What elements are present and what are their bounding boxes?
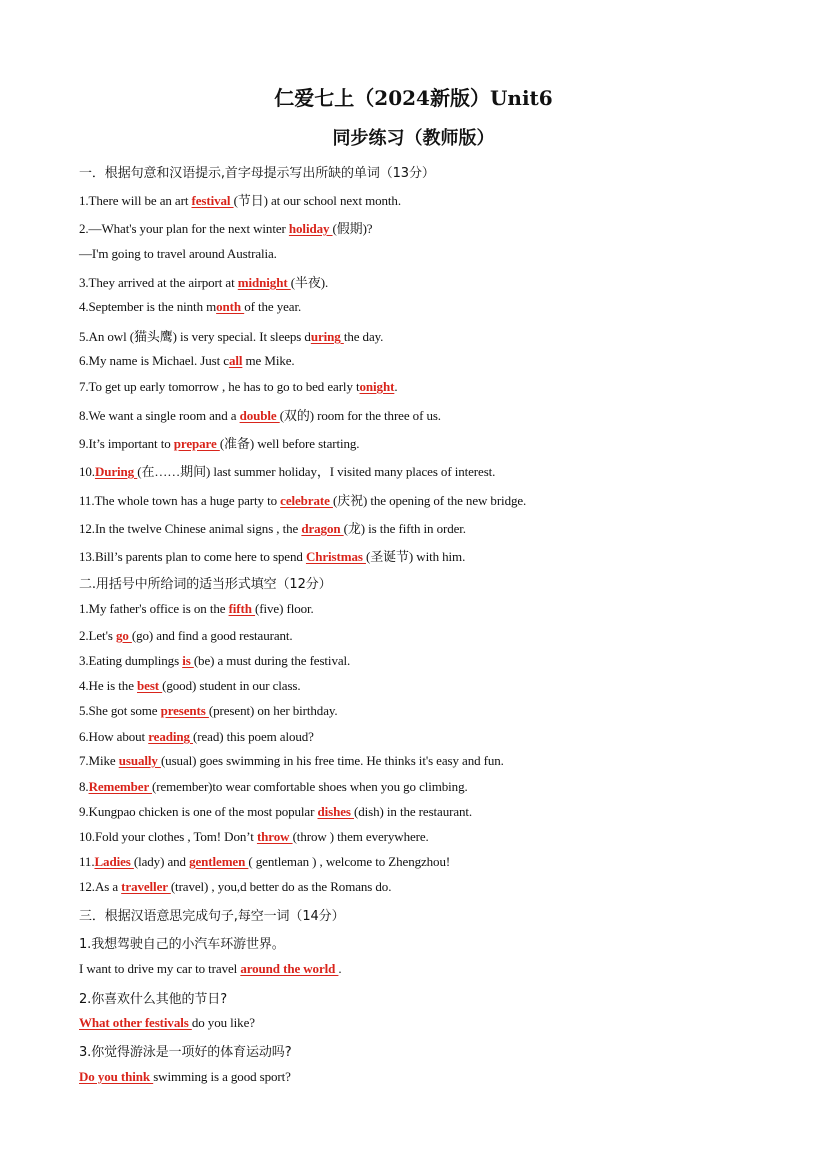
item-text: 7.To get up early tomorrow , he has to go to bed early t [79,379,360,394]
exercise-item [79,218,372,237]
answer-blank: Ladies [94,854,134,869]
item-text: 8.We want a single room and a [79,408,240,423]
page-title: 仁爱七上（2024新版）Unit6 [274,86,553,110]
item-text: 6.My name is Michael. Just c [79,353,229,368]
item-text: 4.September is the ninth m [79,299,217,314]
exercise-item [79,433,359,452]
exercise-item [79,703,338,719]
answer-blank: What other festivals [79,1015,192,1030]
item-text: (dish) in the restaurant. [354,804,473,819]
exercise-item [79,353,295,369]
item-text: 6.How about [79,729,149,744]
chinese-prompt [79,1041,292,1060]
exercise-item [79,246,277,262]
section-heading-text: 一．根据句意和汉语提示,首字母提示写出所缺的单词（13分） [79,166,435,181]
item-text: 9.Kungpao chicken is one of the most popular [79,804,318,819]
exercise-item [79,779,468,795]
item-text: (remember)to wear comfortable shoes when you go climbing. [152,779,468,794]
item-text: 5.An owl (猫头鹰) is very special. It sleeps d [79,329,311,344]
exercise-item [79,405,441,424]
exercise-item [79,490,526,509]
item-text: . [394,379,398,394]
exercise-item [79,326,383,345]
answer-blank: go [115,628,132,643]
exercise-item [79,379,397,395]
item-text: (usual) goes swimming in his free time. He thinks it's easy and fun. [160,753,504,768]
item-text: (半夜). [290,275,329,290]
exercise-item [79,753,504,769]
item-text: of the year. [244,299,302,314]
item-text: 2.—What's your plan for the next winter [79,221,289,236]
answer-blank: Remember [88,779,153,794]
item-text: —I'm going to travel around Australia. [79,246,277,261]
answer-blank: presents [160,703,209,718]
item-text: (双的) room for the three of us. [279,408,441,423]
item-text: . [338,961,342,976]
exercise-item [79,601,314,617]
answer-blank: dragon [301,521,344,536]
answer-blank: dishes [317,804,354,819]
item-text: do you like? [191,1015,255,1030]
answer-blank: During [94,464,138,479]
exercise-item [79,854,450,870]
item-text: (read) this poem aloud? [193,729,314,744]
answer-blank: fifth [228,601,256,616]
exercise-item [79,190,401,209]
item-text: (present) on her birthday. [208,703,338,718]
exercise-item [79,729,314,745]
exercise-item [79,829,429,845]
item-text: 5.She got some [79,703,161,718]
exercise-item [79,961,342,977]
answer-blank: Do you think [79,1069,154,1084]
answer-blank: onth [216,299,245,314]
answer-blank: reading [148,729,194,744]
answer-blank: prepare [173,436,220,451]
exercise-item [79,518,466,537]
answer-blank: around the world [240,961,339,976]
item-text: I want to drive my car to travel [79,961,241,976]
answer-blank: all [228,353,243,368]
answer-blank: holiday [288,221,333,236]
item-text: (five) floor. [255,601,314,616]
item-text: me Mike. [242,353,295,368]
item-text: 4.He is the [79,678,138,693]
chinese-prompt [79,933,285,952]
answer-blank: throw [256,829,293,844]
answer-blank: midnight [237,275,291,290]
item-text: (圣诞节) with him. [365,549,466,564]
item-text: 10. [79,464,95,479]
exercise-item [79,678,301,694]
answer-blank: usually [118,753,161,768]
answer-blank: onight [359,379,395,394]
item-text: 11.The whole town has a huge party to [79,493,281,508]
item-text: 12.In the twelve Chinese animal signs , the [79,521,302,536]
item-text: (throw ) them everywhere. [292,829,429,844]
answer-blank: double [239,408,280,423]
chinese-prompt-text: 2.你喜欢什么其他的节日? [79,992,228,1007]
item-text: (准备) well before starting. [219,436,360,451]
page-subtitle: 同步练习（教师版） [332,128,495,149]
item-text: swimming is a good sport? [153,1069,291,1084]
item-text: the day. [343,329,384,344]
answer-blank: is [182,653,194,668]
answer-blank: festival [191,193,234,208]
exercise-item [79,1069,291,1085]
item-text: (在……期间) last summer holiday，I visited many places of interest. [137,464,496,479]
section-heading-text: 二.用括号中所给词的适当形式填空（12分） [79,577,332,592]
item-text: (go) and find a good restaurant. [131,628,293,643]
item-text: 3.Eating dumplings [79,653,183,668]
exercise-item [79,461,495,480]
exercise-item [79,804,472,820]
section-heading-text: 三．根据汉语意思完成句子,每空一词（14分） [79,909,345,924]
item-text: (节日) at our school next month. [233,193,401,208]
answer-blank: uring [310,329,344,344]
item-text: 9.It’s important to [79,436,174,451]
answer-blank: traveller [121,879,171,894]
section-heading [79,905,344,924]
item-text: 3.They arrived at the airport at [79,275,238,290]
item-text: 11. [79,854,95,869]
item-text: 1.My father's office is on the [79,601,229,616]
item-text: 12.As a [79,879,122,894]
section-heading [79,573,332,592]
exercise-item [79,879,391,895]
item-text: (庆祝) the opening of the new bridge. [332,493,527,508]
chinese-prompt-text: 3.你觉得游泳是一项好的体育运动吗? [79,1045,292,1060]
item-text: 7.Mike [79,753,119,768]
exercise-item [79,628,293,644]
item-text: 8. [79,779,89,794]
item-text: 2.Let's [79,628,116,643]
item-text: ( gentleman ) , welcome to Zhengzhou! [248,854,451,869]
item-text: (龙) is the fifth in order. [343,521,466,536]
exercise-item [79,653,350,669]
item-text: (be) a must during the festival. [193,653,351,668]
item-text: 1.There will be an art [79,193,192,208]
answer-blank: celebrate [280,493,333,508]
answer-blank: Christmas [305,549,366,564]
item-text: (假期)? [332,221,373,236]
item-text: (lady) and [133,854,190,869]
item-text: (travel) , you,d better do as the Romans do. [170,879,392,894]
section-heading [79,162,435,181]
item-text: 10.Fold your clothes , Tom! Don’t [79,829,257,844]
answer-blank: best [137,678,163,693]
item-text: (good) student in our class. [162,678,301,693]
exercise-item [79,299,301,315]
chinese-prompt [79,988,227,1007]
chinese-prompt-text: 1.我想驾驶自己的小汽车环游世界。 [79,937,285,952]
item-text: 13.Bill’s parents plan to come here to spend [79,549,306,564]
exercise-item [79,272,328,291]
exercise-item [79,1015,255,1031]
answer-blank: gentlemen [189,854,249,869]
exercise-item [79,546,465,565]
